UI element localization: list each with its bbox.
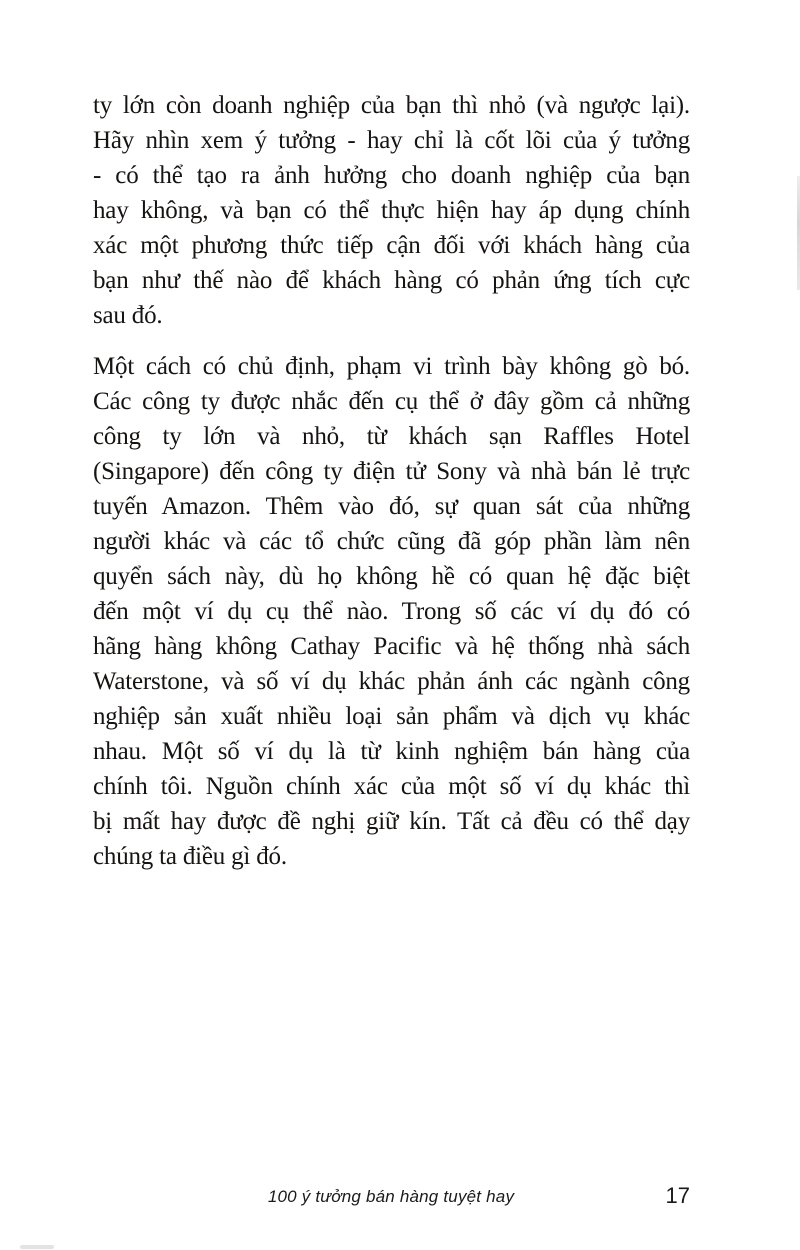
text-line: Hãy nhìn xem ý tưởng - hay chỉ là cốt lõi của ý tưởng [93,127,690,154]
text-line: sau đó. [93,302,163,329]
paragraph-2 [93,349,690,874]
text-line: đến một ví dụ cụ thể nào. Trong số các ví dụ đó có [93,598,690,625]
text-line: chính tôi. Nguồn chính xác của một số ví dụ khác thì [93,773,690,800]
text-line: - có thể tạo ra ảnh hưởng cho doanh nghiệp của bạn [93,162,690,189]
text-line: nghiệp sản xuất nhiều loại sản phẩm và dịch vụ khác [93,703,690,730]
page-footer [92,1183,690,1215]
scan-artifact-bottom-left [20,1245,54,1249]
text-line: nhau. Một số ví dụ là từ kinh nghiệm bán hàng của [93,738,690,765]
text-block [93,88,690,874]
text-line: quyển sách này, dù họ không hề có quan hệ đặc biệt [93,563,690,590]
footer-page-number: 17 [665,1183,690,1208]
text-line: bạn như thế nào để khách hàng có phản ứng tích cực [93,267,690,294]
text-line: hãng hàng không Cathay Pacific và hệ thống nhà sách [93,633,690,660]
text-line: ty lớn còn doanh nghiệp của bạn thì nhỏ (và ngược lại). [93,92,690,119]
text-line: tuyến Amazon. Thêm vào đó, sự quan sát của những [93,493,690,520]
text-line: (Singapore) đến công ty điện tử Sony và nhà bán lẻ trực [93,458,690,485]
footer-book-title: 100 ý tưởng bán hàng tuyệt hay [267,1187,515,1206]
text-line: xác một phương thức tiếp cận đối với khách hàng của [93,232,690,259]
text-line: công ty lớn và nhỏ, từ khách sạn Raffles Hotel [93,423,690,450]
text-line: Một cách có chủ định, phạm vi trình bày không gò bó. [93,353,690,380]
paragraph-1 [93,88,690,333]
text-line: bị mất hay được đề nghị giữ kín. Tất cả đều có thể dạy [93,808,690,835]
text-line: Các công ty được nhắc đến cụ thể ở đây gồm cả những [93,388,690,415]
text-line: người khác và các tổ chức cũng đã góp phần làm nên [93,528,690,555]
text-line: chúng ta điều gì đó. [93,843,287,870]
text-line: Waterstone, và số ví dụ khác phản ánh các ngành công [93,668,690,695]
text-line: hay không, và bạn có thể thực hiện hay áp dụng chính [93,197,690,224]
